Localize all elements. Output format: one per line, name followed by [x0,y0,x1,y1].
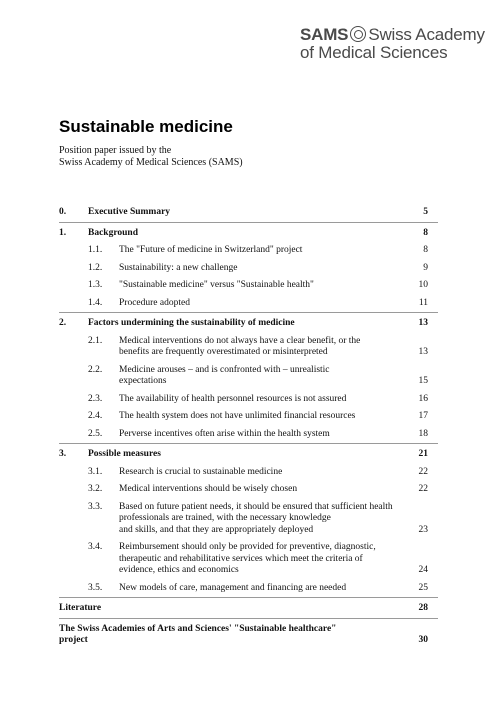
toc-subsection[interactable] [59,411,438,423]
toc-number: 3. [59,449,67,459]
toc-title [119,365,410,388]
toc-title-line: Sustainability: a new challenge [119,262,238,273]
toc-title-line: Literature [59,603,102,613]
toc-number: 3.3. [88,501,103,512]
toc-number: 0. [59,207,67,217]
toc-title [119,394,410,406]
toc-number: 2.2. [88,364,103,375]
toc-subsection[interactable] [59,484,438,496]
logo-name-line1: Swiss Academy [368,25,485,44]
toc-number: 2. [59,318,67,328]
toc-section[interactable] [59,228,438,240]
toc-title [88,207,410,219]
toc-title [88,228,410,240]
toc-title [88,318,410,330]
toc-divider [59,312,438,313]
document-title: Sustainable medicine [59,117,233,136]
toc-title-line: The availability of health personnel resources is not assured [119,393,347,404]
toc-title [119,429,410,441]
table-of-contents [59,207,438,647]
toc-page-number: 22 [418,466,428,477]
toc-title-line: project [59,635,88,645]
toc-title [119,542,410,577]
toc-title [59,603,410,615]
toc-number: 2.5. [88,428,103,439]
toc-subsection[interactable] [59,542,438,577]
subtitle-line2: Swiss Academy of Medical Sciences (SAMS) [59,157,243,168]
toc-divider [59,222,438,223]
toc-title-line: Procedure adopted [119,297,190,308]
toc-title-line: expectations [119,376,167,386]
toc-title [119,280,410,292]
toc-number: 1. [59,227,67,238]
toc-subsection[interactable] [59,467,438,479]
toc-number: 1.3. [88,280,103,290]
sams-logo [300,26,490,62]
toc-subsection[interactable] [59,394,438,406]
toc-divider [59,597,438,598]
toc-subsection[interactable] [59,336,438,359]
toc-title-line: Executive Summary [88,207,171,217]
toc-title [59,624,410,647]
toc-page-number: 8 [423,227,428,238]
logo-abbreviation: SAMS [300,25,349,44]
toc-page-number: 22 [418,484,428,494]
toc-page-number: 30 [418,635,428,645]
toc-subsection[interactable] [59,245,438,257]
toc-divider [59,443,438,444]
toc-title [88,449,410,461]
toc-subsection[interactable] [59,365,438,388]
toc-title-line: Medical interventions should be wisely chosen [119,484,298,494]
toc-number: 3.4. [88,542,103,552]
toc-title-line: Possible measures [88,449,161,459]
toc-title [119,411,410,423]
toc-page-number: 16 [418,393,428,404]
toc-subsection[interactable] [59,583,438,595]
toc-title-line: and skills, and that they are appropriately deployed [119,524,314,535]
academy-seal-icon [350,26,366,42]
logo-name-line2: of Medical Sciences [300,43,448,62]
toc-page-number: 9 [423,262,428,273]
toc-title-line: Background [88,227,138,238]
toc-number: 1.2. [88,262,103,273]
toc-page-number: 8 [423,245,428,255]
toc-number: 1.1. [88,245,103,255]
toc-divider [59,618,438,619]
toc-title [119,245,410,257]
toc-title [119,484,410,496]
toc-page-number: 17 [418,411,428,421]
toc-number: 2.1. [88,335,103,346]
toc-title-line: The health system does not have unlimited financial resources [119,411,356,421]
toc-subsection[interactable] [59,263,438,275]
toc-title [119,467,410,479]
toc-page-number: 15 [418,376,428,386]
toc-subsection[interactable] [59,298,438,310]
toc-number: 3.1. [88,466,103,477]
toc-page-number: 13 [418,347,428,357]
toc-page-number: 18 [418,428,428,439]
toc-title-line: Reimbursement should only be provided for preventive, diagnostic, [119,542,376,552]
toc-title-line: Perverse incentives often arise within the health system [119,428,330,439]
toc-title-line: professionals are trained, with the necessary knowledge [119,513,331,523]
toc-subsection[interactable] [59,280,438,292]
toc-title-line: Factors undermining the sustainability of medicine [88,318,295,328]
toc-title-line: Medicine arouses – and is confronted with – unrealistic [119,364,330,375]
toc-page-number: 21 [418,449,428,459]
toc-title-line: The "Future of medicine in Switzerland" project [119,245,303,255]
toc-title-line: evidence, ethics and economics [119,565,239,575]
document-subtitle [59,145,359,169]
toc-item[interactable] [59,624,438,647]
toc-title-line: therapeutic and rehabilitative services which meet the criteria of [119,553,363,564]
toc-title [119,263,410,275]
toc-number: 2.3. [88,393,103,404]
toc-page-number: 24 [418,565,428,575]
toc-page-number: 5 [423,207,428,217]
toc-title-line: Based on future patient needs, it should be ensured that sufficient health [119,501,393,512]
toc-title-line: The Swiss Academies of Arts and Sciences' "Sustainable healthcare" [59,623,337,634]
toc-page-number: 25 [418,582,428,593]
toc-title [119,502,410,537]
toc-title [119,583,410,595]
toc-page-number: 23 [418,524,428,535]
toc-title-line: "Sustainable medicine" versus "Sustainable health" [119,280,314,290]
toc-title-line: New models of care, management and financing are needed [119,582,347,593]
subtitle-line1: Position paper issued by the [59,145,172,156]
toc-number: 1.4. [88,297,103,308]
toc-title-line: Research is crucial to sustainable medicine [119,466,283,477]
toc-page-number: 10 [418,280,428,290]
toc-title-line: Medical interventions do not always have a clear benefit, or the [119,335,361,346]
toc-page-number: 11 [418,297,428,308]
toc-title [119,336,410,359]
toc-number: 3.5. [88,582,103,593]
toc-section[interactable] [59,207,438,219]
toc-number: 3.2. [88,484,103,494]
toc-number: 2.4. [88,411,103,421]
toc-section[interactable] [59,449,438,461]
toc-title [119,298,410,310]
toc-title-line: benefits are frequently overestimated or misinterpreted [119,347,328,357]
toc-page-number: 13 [418,318,428,328]
toc-item[interactable] [59,603,438,615]
toc-section[interactable] [59,318,438,330]
toc-subsection[interactable] [59,429,438,441]
toc-subsection[interactable] [59,502,438,537]
toc-page-number: 28 [418,603,428,613]
